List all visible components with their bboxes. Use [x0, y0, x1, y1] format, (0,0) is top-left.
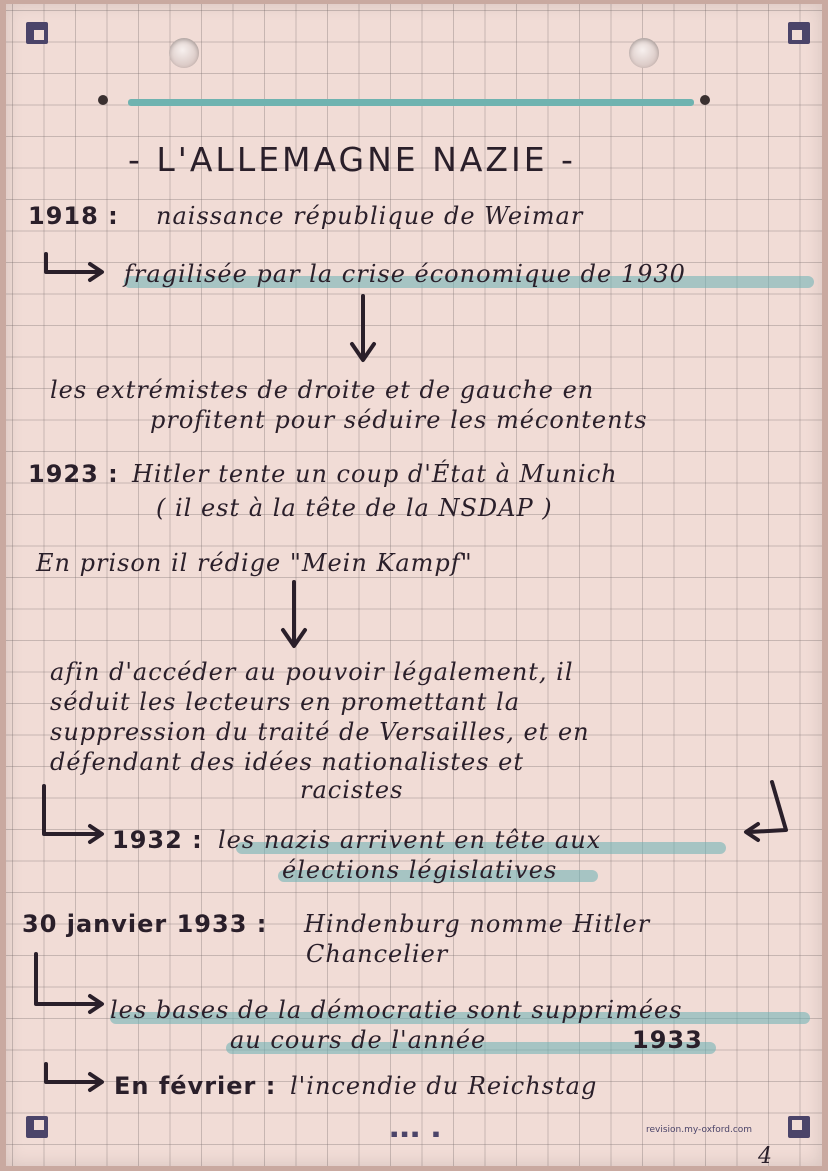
text-power-1: afin d'accéder au pouvoir légalement, il [50, 658, 574, 686]
text-elections-1: les nazis arrivent en tête aux [218, 826, 602, 854]
text-democracy-1: les bases de la démocratie sont supprimées [110, 996, 683, 1024]
text-power-3: suppression du traité de Versailles, et en [50, 718, 590, 746]
page-number: 4 [758, 1144, 772, 1169]
text-elections-2: élections législatives [282, 856, 558, 884]
text-reichstag: l'incendie du Reichstag [290, 1072, 598, 1100]
arrows-layer [6, 4, 822, 1166]
date-jan-1933: 30 janvier 1933 : [22, 910, 268, 938]
text-democracy-2: au cours de l'année [230, 1026, 487, 1054]
notebook-page [6, 4, 822, 1169]
date-1918: 1918 : [28, 202, 119, 230]
date-1932: 1932 : [112, 826, 203, 854]
text-extremists-1: les extrémistes de droite et de gauche en [50, 376, 595, 404]
footer-marker: ▪▪▪ ▪ [390, 1126, 443, 1142]
footer-brand: revision.my-oxford.com [646, 1125, 753, 1135]
text-mein-kampf: En prison il rédige "Mein Kampf" [36, 549, 473, 577]
text-putsch: Hitler tente un coup d'État à Munich [132, 460, 618, 488]
page-title: - L'ALLEMAGNE NAZIE - [128, 140, 576, 179]
text-nsdap: ( il est à la tête de la NSDAP ) [156, 494, 553, 522]
text-power-5: racistes [300, 776, 404, 804]
text-chancellor-1: Hindenburg nomme Hitler [304, 910, 651, 938]
text-year-1933: 1933 [632, 1026, 703, 1054]
label-february: En février : [114, 1072, 277, 1100]
text-crisis: fragilisée par la crise économique de 1930 [124, 260, 686, 288]
text-power-4: défendant des idées nationalistes et [50, 748, 525, 776]
text-power-2: séduit les lecteurs en promettant la [50, 688, 521, 716]
text-chancellor-2: Chancelier [306, 940, 449, 968]
text-1918: naissance république de Weimar [156, 202, 584, 230]
text-extremists-2: profitent pour séduire les mécontents [150, 406, 648, 434]
date-1923: 1923 : [28, 460, 119, 488]
